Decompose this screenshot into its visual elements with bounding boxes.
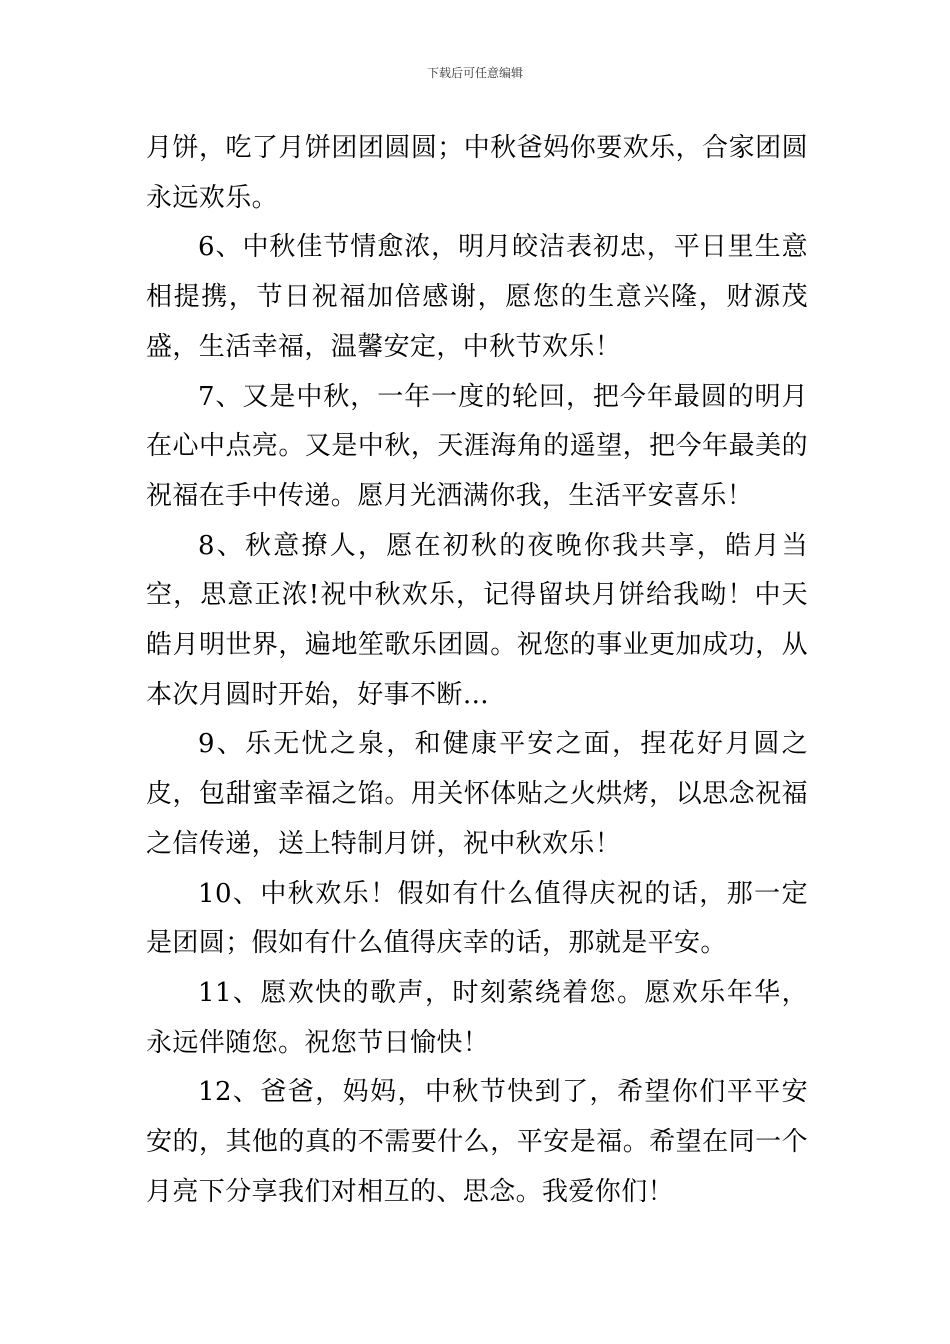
page-header-note: 下载后可任意编辑 (426, 66, 523, 80)
document-body (146, 124, 808, 1217)
paragraph-item-12: 12、爸爸，妈妈，中秋节快到了，希望你们平平安安的，其他的真的不需要什么，平安是福。希望在同一个月亮下分享我们对相互的、思念。我爱你们！ (146, 1077, 808, 1207)
paragraph-item-9: 9、乐无忧之泉，和健康平安之面，捏花好月圆之皮，包甜蜜幸福之馅。用关怀体贴之火烘烤，以思念祝福之信传递，送上特制月饼，祝中秋欢乐！ (146, 729, 808, 859)
paragraph-item-10: 10、中秋欢乐！假如有什么值得庆祝的话，那一定是团圆；假如有什么值得庆幸的话，那就是平安。 (146, 878, 808, 959)
paragraph-continued: 月饼，吃了月饼团团圆圆；中秋爸妈你要欢乐，合家团圆永远欢乐。 (146, 133, 808, 213)
paragraph-item-11: 11、愿欢快的歌声，时刻萦绕着您。愿欢乐年华，永远伴随您。祝您节日愉快！ (146, 977, 808, 1058)
paragraph-item-6: 6、中秋佳节情愈浓，明月皎洁表初忠，平日里生意相提携，节日祝福加倍感谢，愿您的生意兴隆，财源茂盛，生活幸福，温馨安定，中秋节欢乐！ (146, 232, 808, 362)
paragraph-item-8: 8、秋意撩人，愿在初秋的夜晚你我共享，皓月当空，思意正浓!祝中秋欢乐，记得留块月饼给我呦！中天皓月明世界，遍地笙歌乐团圆。祝您的事业更加成功，从本次月圆时开始，好事不断… (146, 530, 808, 710)
paragraph-item-7: 7、又是中秋，一年一度的轮回，把今年最圆的明月在心中点亮。又是中秋，天涯海角的遥望，把今年最美的祝福在手中传递。愿月光洒满你我，生活平安喜乐！ (146, 381, 808, 511)
